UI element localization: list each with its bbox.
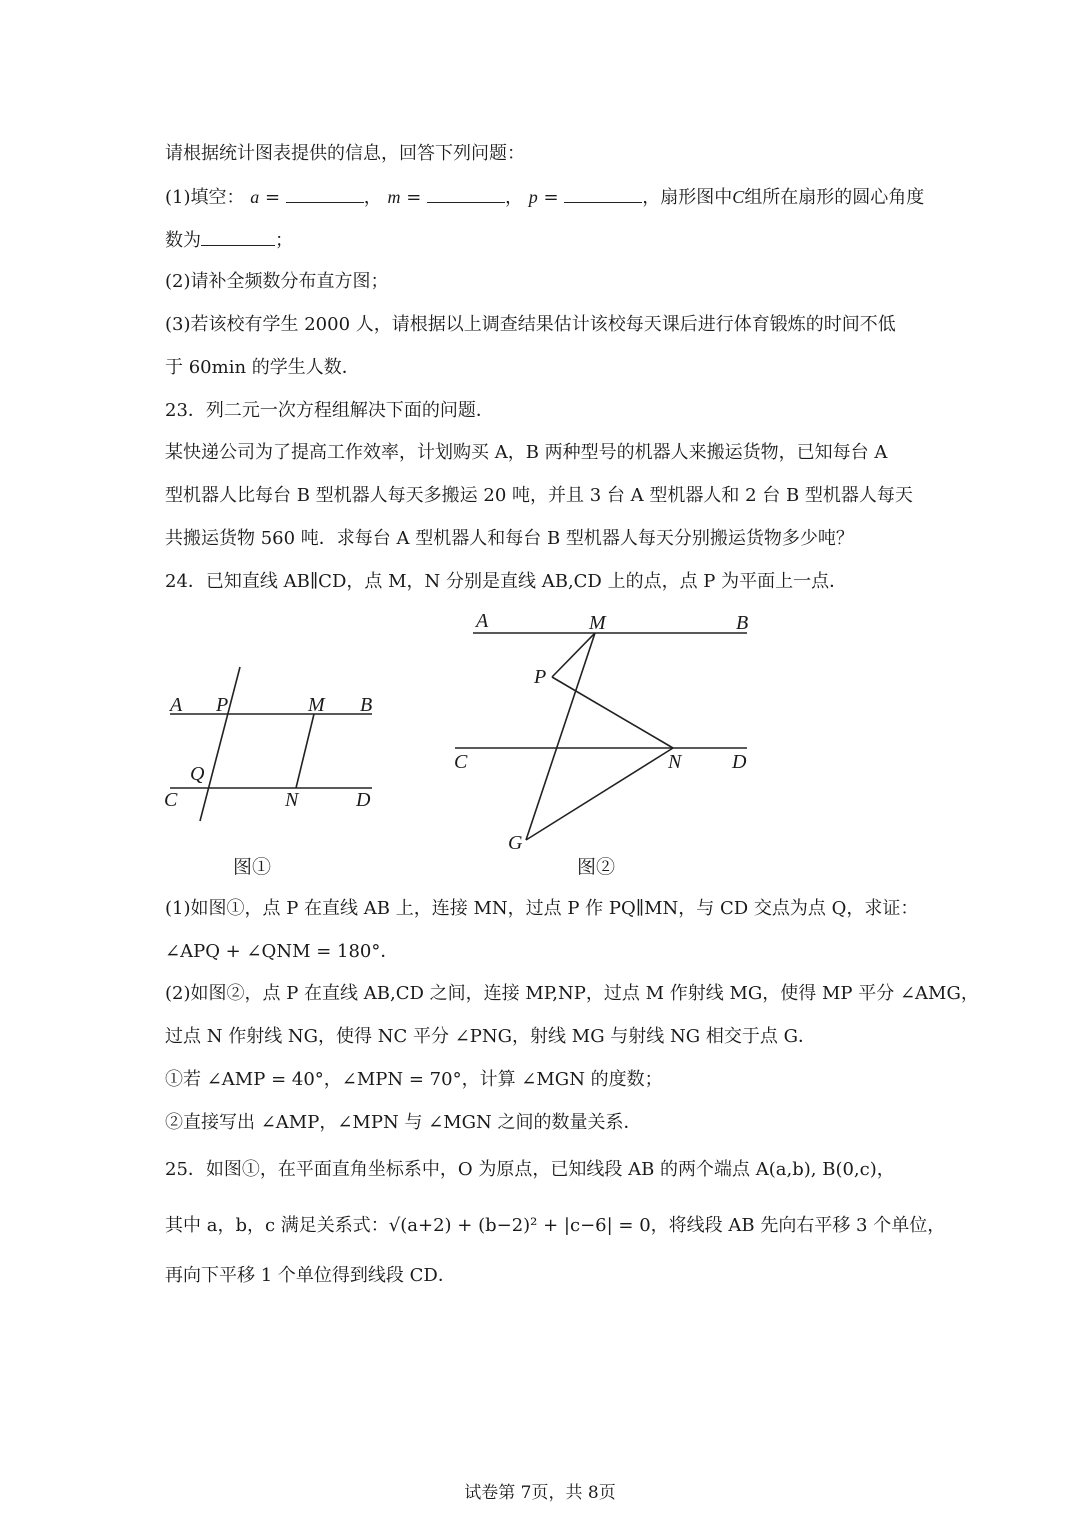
question-1-line <box>165 184 924 210</box>
fig2-label-A: A <box>476 610 489 632</box>
problem-24-part1-line-2: ∠APQ + ∠QNM = 180°． <box>165 941 399 962</box>
problem-23-line-3: 共搬运货物 560 吨．求每台 A 型机器人和每台 B 型机器人每天分别搬运货物多少吨？ <box>165 528 854 549</box>
page-footer: 试卷第 7页，共 8页 <box>464 1483 616 1503</box>
blank-p <box>564 184 642 203</box>
q1-label: (1)填空： <box>165 187 245 208</box>
q1-eq-m: = <box>400 187 428 208</box>
fig1-label-M: M <box>308 694 325 716</box>
fig2-seg-pn <box>552 677 673 748</box>
q1-tail2: 组所在扇形的圆心角度 <box>744 187 925 208</box>
q1-var-m: m <box>387 187 401 207</box>
problem-24-part2-line-2: 过点 N 作射线 NG，使得 NC 平分 ∠PNG，射线 MG 与射线 NG 相交于点 G． <box>165 1026 816 1047</box>
problem-25-line-1: 25．如图①，在平面直角坐标系中，O 为原点，已知线段 AB 的两个端点 A(a,b), B(0,c)， <box>165 1159 895 1180</box>
fig1-label-A: A <box>170 694 183 716</box>
fig2-seg-mp <box>552 633 595 677</box>
problem-25-line-2: 其中 a，b，c 满足关系式：√(a+2) + (b−2)² + |c−6| = 0，将线段 AB 先向右平移 3 个单位， <box>165 1215 946 1236</box>
problem-23-title: 23．列二元一次方程组解决下面的问题． <box>165 400 494 421</box>
figure-1 <box>150 655 410 885</box>
intro-line: 请根据统计图表提供的信息，回答下列问题： <box>165 143 525 164</box>
q1b-end: ； <box>275 230 293 251</box>
fig2-label-C: C <box>454 751 468 773</box>
fig2-label-M: M <box>589 612 606 634</box>
problem-24-part1-line-1: (1)如图①，点 P 在直线 AB 上，连接 MN，过点 P 作 PQ∥MN，与 CD 交点为点 Q，求证： <box>165 898 919 919</box>
blank-m <box>427 184 505 203</box>
blank-angle <box>201 227 275 246</box>
fig1-label-N: N <box>285 789 299 811</box>
fig2-ray-ng <box>526 748 673 840</box>
q1-eq-p: = <box>537 187 565 208</box>
fig1-label-P: P <box>216 694 229 716</box>
fig1-line-mn <box>296 714 314 788</box>
problem-23-line-2: 型机器人比每台 B 型机器人每天多搬运 20 吨，并且 3 台 A 型机器人和 2 台 B 型机器人每天 <box>165 485 913 506</box>
problem-24-part2-line-3: ①若 ∠AMP = 40°，∠MPN = 70°，计算 ∠MGN 的度数； <box>165 1069 663 1090</box>
q1-var-p: p <box>528 187 538 207</box>
fig1-line-pq <box>200 667 240 821</box>
q1-var-a: a <box>250 187 260 207</box>
problem-25-line-3: 再向下平移 1 个单位得到线段 CD． <box>165 1265 456 1286</box>
figure-2 <box>440 603 770 888</box>
question-1-line-2 <box>165 227 293 253</box>
fig1-caption: 图① <box>233 856 272 878</box>
problem-23-line-1: 某快递公司为了提高工作效率，计划购买 A，B 两种型号的机器人来搬运货物，已知每台 A <box>165 442 888 463</box>
q1-comma-2: ， <box>505 187 524 208</box>
question-3-line-1: (3)若该校有学生 2000 人，请根据以上调查结果估计该校每天课后进行体育锻炼的时间不低 <box>165 314 896 335</box>
fig1-label-Q: Q <box>190 763 205 785</box>
fig2-label-P: P <box>534 666 547 688</box>
question-3-line-2: 于 60min 的学生人数． <box>165 357 360 378</box>
problem-24-part2-line-1: (2)如图②，点 P 在直线 AB,CD 之间，连接 MP,NP，过点 M 作射线 MG，使得 MP 平分 ∠AMG， <box>165 983 979 1004</box>
blank-a <box>286 184 364 203</box>
fig1-label-D: D <box>356 789 371 811</box>
fig2-label-N: N <box>668 751 682 773</box>
fig2-ray-mg <box>526 633 595 840</box>
q1-comma-1: ， <box>363 187 382 208</box>
fig2-label-D: D <box>732 751 747 773</box>
problem-24-title: 24．已知直线 AB∥CD，点 M，N 分别是直线 AB,CD 上的点，点 P 为平面上一点． <box>165 571 848 592</box>
fig1-label-C: C <box>164 789 178 811</box>
question-2-line: (2)请补全频数分布直方图； <box>165 271 389 292</box>
fig2-label-B: B <box>736 612 749 634</box>
problem-24-part2-line-4: ②直接写出 ∠AMP，∠MPN 与 ∠MGN 之间的数量关系． <box>165 1112 642 1133</box>
fig2-caption: 图② <box>577 856 616 878</box>
fig2-label-G: G <box>508 832 523 854</box>
q1b-label: 数为 <box>165 230 201 251</box>
q1-tail: ，扇形图中 <box>642 187 733 208</box>
q1-var-C: C <box>732 187 745 207</box>
fig1-label-B: B <box>360 694 373 716</box>
q1-eq-a: = <box>259 187 286 208</box>
